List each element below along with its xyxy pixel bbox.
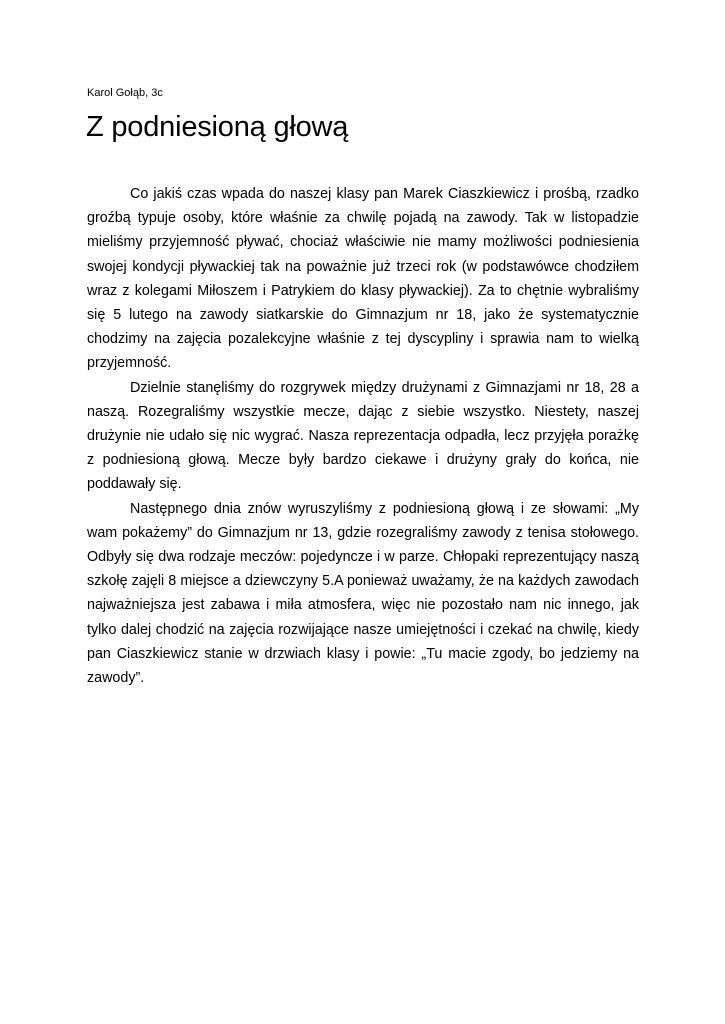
paragraph: Co jakiś czas wpada do naszej klasy pan Marek Ciaszkiewicz i prośbą, rzadko groźbą typuje osoby, które właśnie za chwilę pojadą na zawody. Tak w listopadzie mieliśmy przyjemność pływać, chociaż właściwie nie mamy możliwości podniesienia swojej kondycji pływackiej tak na poważnie już trzeci rok (w podstawówce chodziłem wraz z kolegami Miłoszem i Patrykiem do klasy pływackiej). Za to chętnie wybraliśmy się 5 lutego na zawody siatkarskie do Gimnazjum nr 18, jako że systematycznie chodzimy na zajęcia pozalekcyjne właśnie z tej dyscypliny i sprawia nam to wielką przyjemność.	[87, 186, 639, 372]
paragraph: Dzielnie stanęliśmy do rozgrywek między drużynami z Gimnazjami nr 18, 28 a naszą. Rozegraliśmy wszystkie mecze, dając z siebie wszystko. Niestety, naszej drużynie nie udało się nic wygrać. Nasza reprezentacja odpadła, lecz przyjęła porażkę z podniesioną głową. Mecze były bardzo ciekawe i drużyny grały do końca, nie poddawały się.	[87, 379, 639, 493]
paragraph: Następnego dnia znów wyruszyliśmy z podniesioną głową i ze słowami: „My wam pokażemy” do Gimnazjum nr 13, gdzie rozegraliśmy zawody z tenisa stołowego. Odbyły się dwa rodzaje meczów: pojedyncze i w parze. Chłopaki reprezentujący naszą szkołę zajęli 8 miejsce a dziewczyny 5.A ponieważ uważamy, że na każdych zawodach najważniejsza jest zabawa i miła atmosfera, więc nie pozostało nam nic innego, jak tylko dalej chodzić na zajęcia rozwijające nasze umiejętności i czekać na chwilę, kiedy pan Ciaszkiewicz stanie w drzwiach klasy i powie: „Tu macie zgody, bo jedziemy na zawody”.	[87, 500, 639, 687]
article-body	[87, 182, 639, 690]
document-title: Z podniesioną głową	[86, 111, 349, 143]
author-line: Karol Gołąb, 3c	[87, 87, 163, 99]
